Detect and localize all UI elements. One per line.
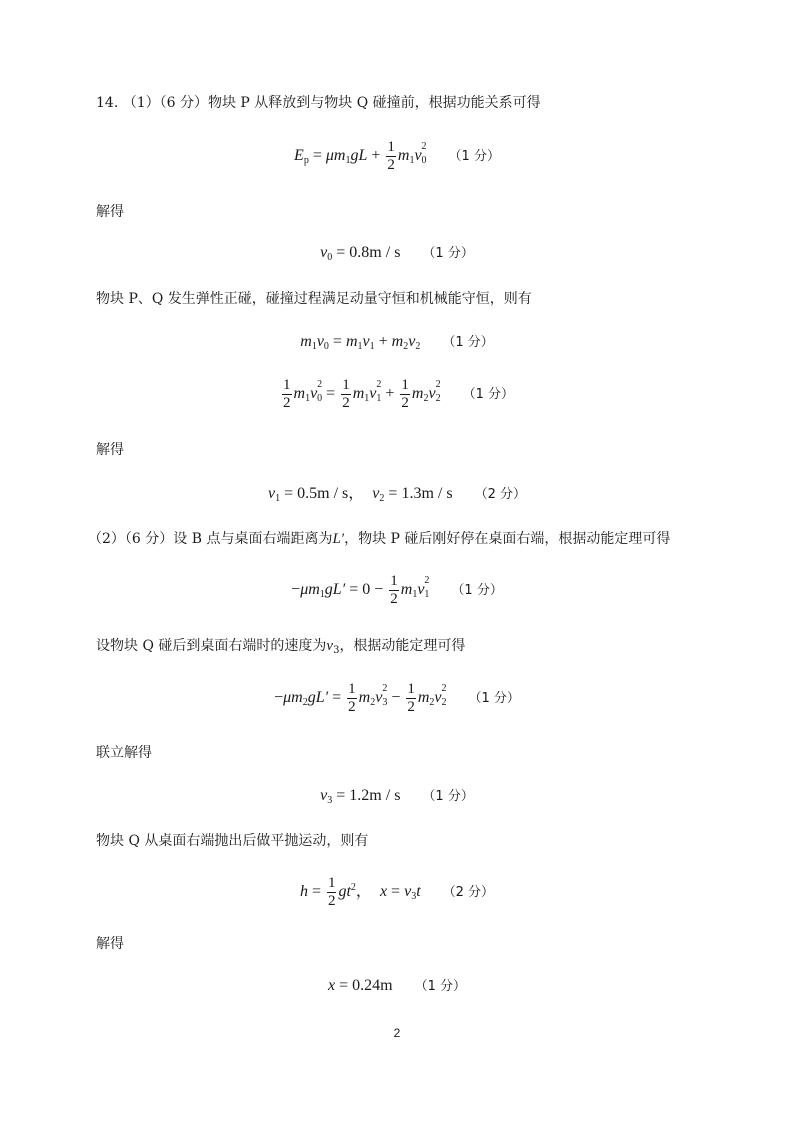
score-label: （1 分） — [451, 583, 503, 599]
equation-v3: $v_3 = 1.2m / s$ （1 分） — [320, 787, 474, 806]
q-velocity-text: 设物块 Q 碰后到桌面右端时的速度为$v_3$，根据动能定理可得 — [96, 638, 466, 656]
score-label: （1 分） — [462, 387, 514, 403]
value-v0: 0.8m / s — [349, 244, 401, 261]
equation-work-p: $-\mu m_1gL' = 0$ − $\frac{1}{2}$ $m_1v$ 2 $_1$ （1 分） — [291, 573, 503, 607]
score-label: （1 分） — [448, 149, 500, 165]
value-v3: 1.2m / s — [349, 787, 401, 804]
equation-energy: $E_p = \mu m_1gL$ + $\frac{1}{2}$ $m_1v$ 2 $_0$ （1 分） — [294, 139, 500, 173]
score-label: （1 分） — [414, 979, 466, 994]
score-label: （2 分） — [442, 885, 495, 901]
equation-work-q: $-\mu m_2gL'$ = $\frac{1}{2}$ $m_2v$ 2 $_3$ − $\frac{1}{2}$ $m_2v$ 2 $_2$ （1 分） — [274, 681, 520, 715]
equation-x: x = 0.24m （1 分） — [328, 977, 466, 994]
value-x: 0.24m — [352, 977, 393, 994]
score-label: （2 分） — [474, 487, 526, 502]
projectile-text: 物块 Q 从桌面右端抛出后做平抛运动，则有 — [96, 833, 369, 849]
value-v2: 1.3m / s — [401, 485, 453, 502]
score-label: （1 分） — [468, 691, 520, 707]
equation-v1-v2: $v_1 = 0.5m / s$， $v_2 = 1.3m / s$ （2 分） — [268, 485, 526, 504]
score-label: （1 分） — [442, 335, 494, 350]
q-text-b: ，根据动能定理可得 — [339, 638, 466, 654]
equation-projectile: h = $\frac{1}{2}$ $gt^2$， $x = v_3t$ （2 分） — [299, 875, 495, 909]
equation-kinetic-energy: $\frac{1}{2}$ $m_1v$ 2 $_0$ = $\frac{1}{2}$ $m_1v$ 2 $_1$ + $\frac{1}{2}$ $m_2v$ 2 $_2$ （1 分） — [283, 377, 514, 411]
problem-intro-text: 14. （1）（6 分）物块 P 从释放到与物块 Q 碰撞前，根据功能关系可得 — [96, 95, 541, 111]
solve-label: 解得 — [96, 936, 124, 952]
part2-text-a: （2）（6 分）设 B 点与桌面右端距离为 — [88, 531, 333, 547]
q-text-a: 设物块 Q 碰后到桌面右端时的速度为 — [96, 638, 327, 654]
equation-v0: $v_0 = 0.8m / s$ （1 分） — [320, 244, 474, 263]
equation-momentum: $m_1v_0 = m_1v_1 + m_2v_2$ （1 分） — [300, 333, 494, 352]
solve-label: 解得 — [96, 204, 124, 220]
score-label: （1 分） — [422, 246, 474, 261]
solve-label: 解得 — [96, 442, 124, 458]
combined-solve-label: 联立解得 — [96, 745, 152, 761]
score-label: （1 分） — [422, 789, 474, 804]
page-number: 2 — [393, 1026, 401, 1040]
collision-text: 物块 P、Q 发生弹性正碰，碰撞过程满足动量守恒和机械能守恒，则有 — [96, 291, 532, 307]
value-v1: 0.5m / s — [297, 485, 349, 502]
part2-intro-text: （2）（6 分）设 B 点与桌面右端距离为L′，物块 P 碰后刚好停在桌面右端，根据动能定理可得 — [88, 531, 671, 547]
part2-text-b: ，物块 P 碰后刚好停在桌面右端，根据动能定理可得 — [344, 531, 671, 547]
